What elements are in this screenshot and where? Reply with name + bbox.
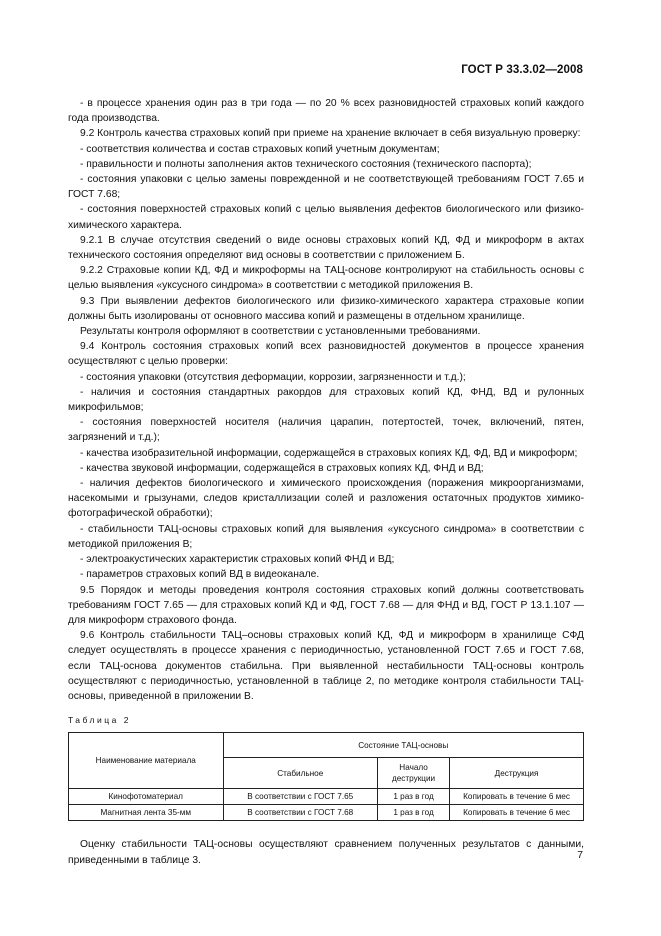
- list-item: - параметров страховых копий ВД в видеоканале.: [80, 569, 320, 581]
- table-row: [69, 805, 584, 821]
- table-2: [68, 732, 584, 821]
- column-header-material: Наименование материала: [69, 733, 224, 789]
- column-header-stable: Стабильное: [223, 758, 378, 789]
- section-paragraph: 9.6 Контроль стабильности ТАЦ–основы страховых копий КД, ФД и микроформ в хранилище СФД следует осуществлять в процессе хранения с периодичностью, установленной ГОСТ 7.65 и ГОСТ 7.68, если ТАЦ-основа документов стабильна. При выявленной нестабильности ТАЦ-основы контроль осуществляют с периодичностью, установленной в таблице 2, по методике контроля стабильности ТАЦ-основы, приведенной в приложении В.: [68, 630, 584, 702]
- list-item: - качества изобразительной информации, содержащейся в страховых копиях КД, ФД, ВД и микроформ;: [80, 447, 578, 459]
- section-paragraph: 9.2.2 Страховые копии КД, ФД и микроформы на ТАЦ-основе контролируют на стабильность основы с целью выявления «уксусного синдрома» в соответствии с методикой приложения В.: [68, 265, 584, 292]
- list-item: - состояния поверхностей носителя (наличия царапин, потертостей, точек, включений, пятен, загрязнений и т.д.);: [68, 417, 584, 444]
- column-group-header: Состояние ТАЦ-основы: [223, 733, 584, 758]
- table-cell: В соответствии с ГОСТ 7.65: [223, 789, 378, 805]
- table-row: [69, 789, 584, 805]
- section-paragraph: 9.2.1 В случае отсутствия сведений о виде основы страховых копий КД, ФД и микроформ в актах технического состояния определяют вид основы в соответствии с приложением Б.: [68, 234, 584, 262]
- table-cell: Кинофотоматериал: [69, 789, 224, 805]
- list-item: - состояния упаковки (отсутствия деформации, коррозии, загрязненности и т.д.);: [80, 371, 466, 383]
- list-item: - соответствия количества и состав страховых копий учетным документам;: [80, 143, 440, 155]
- table-header-row: [69, 733, 584, 758]
- body-paragraph: Результаты контроля оформляют в соответствии с установленными требованиями.: [80, 326, 481, 338]
- list-item: - электроакустических характеристик страховых копий ФНД и ВД;: [80, 554, 395, 566]
- section-paragraph: 9.3 При выявлении дефектов биологического или физико-химического характера страховые копии должны быть изолированы от основного массива копий и размещены в отдельном хранилище.: [68, 295, 584, 322]
- document-header-code: ГОСТ Р 33.3.02—2008: [461, 64, 583, 76]
- table-cell: Копировать в течение 6 мес: [450, 789, 584, 805]
- table-cell: 1 раз в год: [378, 805, 450, 821]
- section-paragraph: 9.5 Порядок и методы проведения контроля состояния страховых копий должны соответствовать требованиям ГОСТ 7.65 — для страховых копий КД и ФД, ГОСТ 7.68 — для ФНД и ВД, ГОСТ Р 13.1.107 — для микроформ страхового фонда.: [68, 584, 584, 626]
- list-item: - наличия дефектов биологического и химического происхождения (поражения микроорганизмами, насекомыми и грызунами, следов кристаллизации солей и разложения остаточных продуктов химико-фотографической обработки);: [68, 478, 584, 520]
- list-item: - состояния поверхностей страховых копий с целью выявления дефектов биологического или физико-химического характера.: [68, 204, 584, 231]
- page-body: [68, 96, 584, 868]
- page-number: 7: [577, 850, 583, 861]
- table-cell: 1 раз в год: [378, 789, 450, 805]
- table-cell: Копировать в течение 6 мес: [450, 805, 584, 821]
- section-paragraph: 9.4 Контроль состояния страховых копий всех разновидностей документов в процессе хранения осуществляют с целью проверки:: [68, 341, 584, 368]
- list-item: - качества звуковой информации, содержащейся в страховых копиях КД, ФНД и ВД;: [80, 462, 484, 474]
- list-item: - правильности и полноты заполнения актов технического состояния (технического паспорта);: [80, 158, 532, 170]
- table-caption: Таблица 2: [68, 715, 131, 726]
- column-header-start-destruction: Начало деструкции: [378, 758, 450, 789]
- body-paragraph: Оценку стабильности ТАЦ-основы осуществляют сравнением полученных результатов с данными, приведенными в таблице 3.: [68, 839, 584, 866]
- list-item: - состояния упаковки с целью замены поврежденной и не соответствующей требованиям ГОСТ 7.65 и ГОСТ 7.68;: [68, 174, 584, 201]
- table-cell: В соответствии с ГОСТ 7.68: [223, 805, 378, 821]
- list-item: - наличия и состояния стандартных ракордов для страховых копий КД, ФНД, ВД и рулонных микрофильмов;: [68, 386, 584, 414]
- column-header-destruction: Деструкция: [450, 758, 584, 789]
- table-cell: Магнитная лента 35-мм: [69, 805, 224, 821]
- section-paragraph: 9.2 Контроль качества страховых копий при приеме на хранение включает в себя визуальную проверку:: [80, 128, 581, 140]
- list-item: - стабильности ТАЦ-основы страховых копий для выявления «уксусного синдрома» в соответствии с методикой приложения В;: [68, 523, 584, 550]
- list-item: - в процессе хранения один раз в три года — по 20 % всех разновидностей страховых копий каждого года производства.: [68, 98, 584, 125]
